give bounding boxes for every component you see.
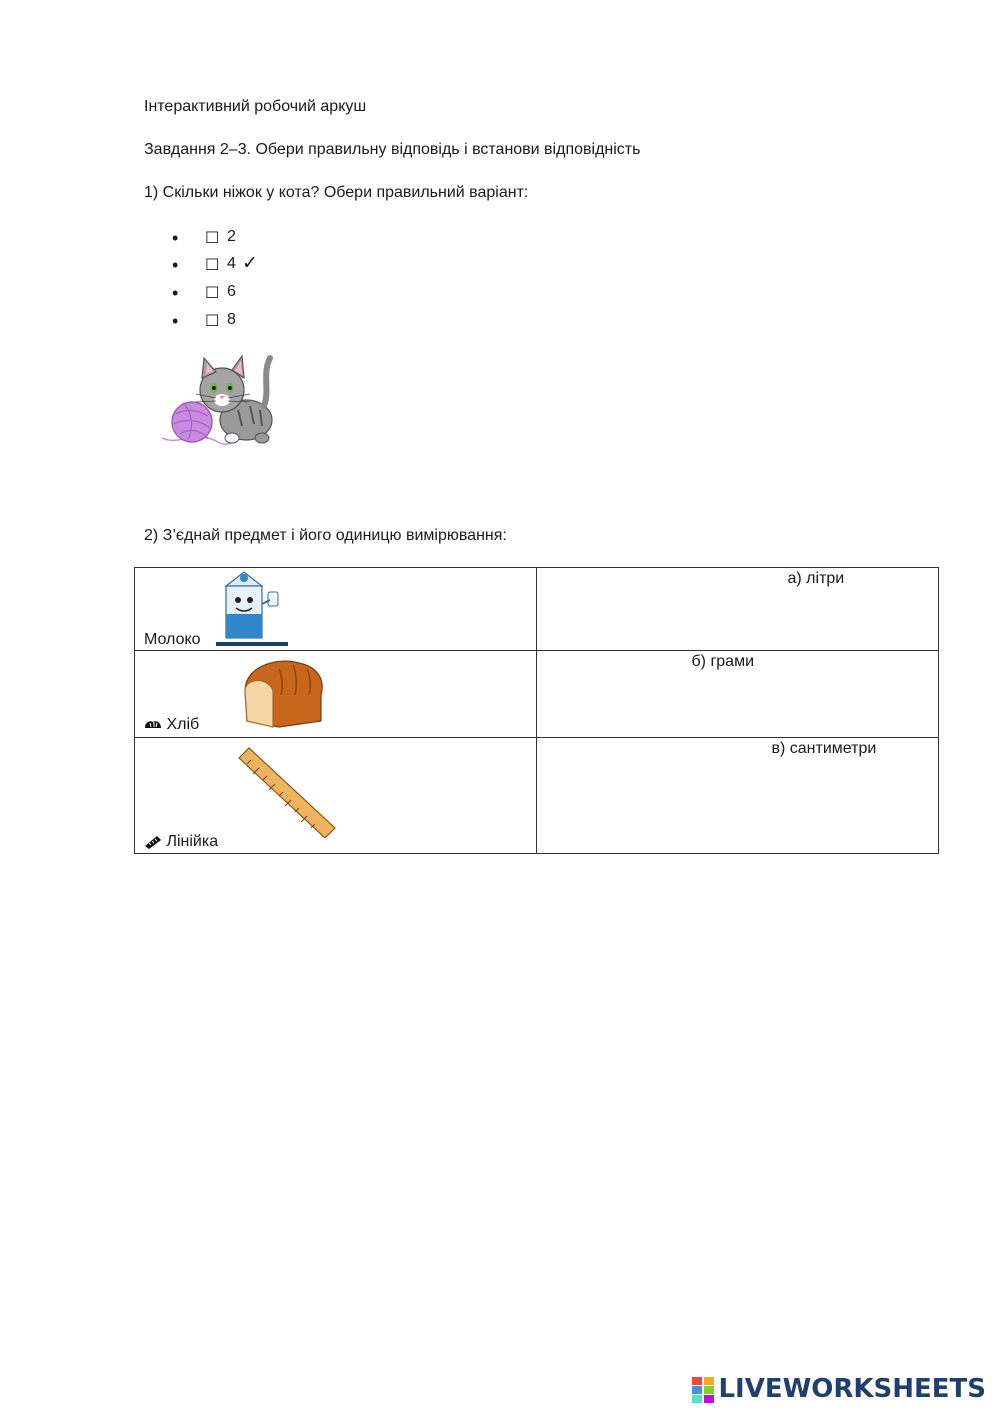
bread-loaf-image [239,655,325,731]
answer-liters: а) літри [787,570,845,587]
item-cell[interactable] [135,651,537,738]
answer-cell[interactable] [536,568,939,651]
logo-text: LIVEWORKSHEETS [718,1374,986,1404]
checkbox[interactable]: ☐ [205,228,220,247]
bullet: • [172,283,179,303]
item-bread [144,716,199,734]
ruler-icon [144,835,162,849]
option-label: 4 [227,255,236,272]
check-mark: ✓ [242,252,258,274]
item-label-ruler: Лінійка [166,833,219,850]
bullet: • [172,255,179,275]
table-row [135,651,939,738]
option-6[interactable] [0,283,300,307]
liveworksheets-logo [692,1374,986,1404]
option-8[interactable] [0,311,300,335]
matching-table [134,567,939,854]
milk-carton-image [214,568,290,648]
bullet: • [172,311,179,331]
ruler-image [237,746,337,838]
page-title: Інтерактивний робочий аркуш [144,98,367,115]
option-label: 6 [227,283,236,300]
option-label: 8 [227,311,236,328]
checkbox[interactable]: ☐ [205,311,220,330]
checkbox[interactable]: ☐ [205,283,220,302]
answer-grams: б) грами [691,653,755,670]
answer-centimeters: в) сантиметри [771,740,877,757]
logo-blocks-icon [692,1377,714,1403]
bullet: • [172,228,179,248]
task-heading: Завдання 2–3. Обери правильну відповідь і встанови відповідність [144,141,641,158]
option-2[interactable] [0,228,300,252]
question-1-prompt: 1) Скільки ніжок у кота? Обери правильний варіант: [144,184,529,201]
item-cell[interactable] [135,568,537,651]
question-2-prompt: 2) З’єднай предмет і його одиницю вимірювання: [144,527,507,544]
item-cell[interactable] [135,738,537,854]
item-ruler [144,833,218,851]
option-label: 2 [227,228,236,245]
checkbox[interactable]: ☐ [205,255,220,274]
table-row [135,568,939,651]
option-4[interactable] [0,252,300,279]
answer-cell[interactable] [536,651,939,738]
item-label-milk: Молоко [144,631,201,648]
cat-with-yarn-image [158,350,300,450]
table-row [135,738,939,854]
bread-icon [144,719,162,731]
item-label-bread: Хліб [166,716,200,733]
answer-cell[interactable] [536,738,939,854]
